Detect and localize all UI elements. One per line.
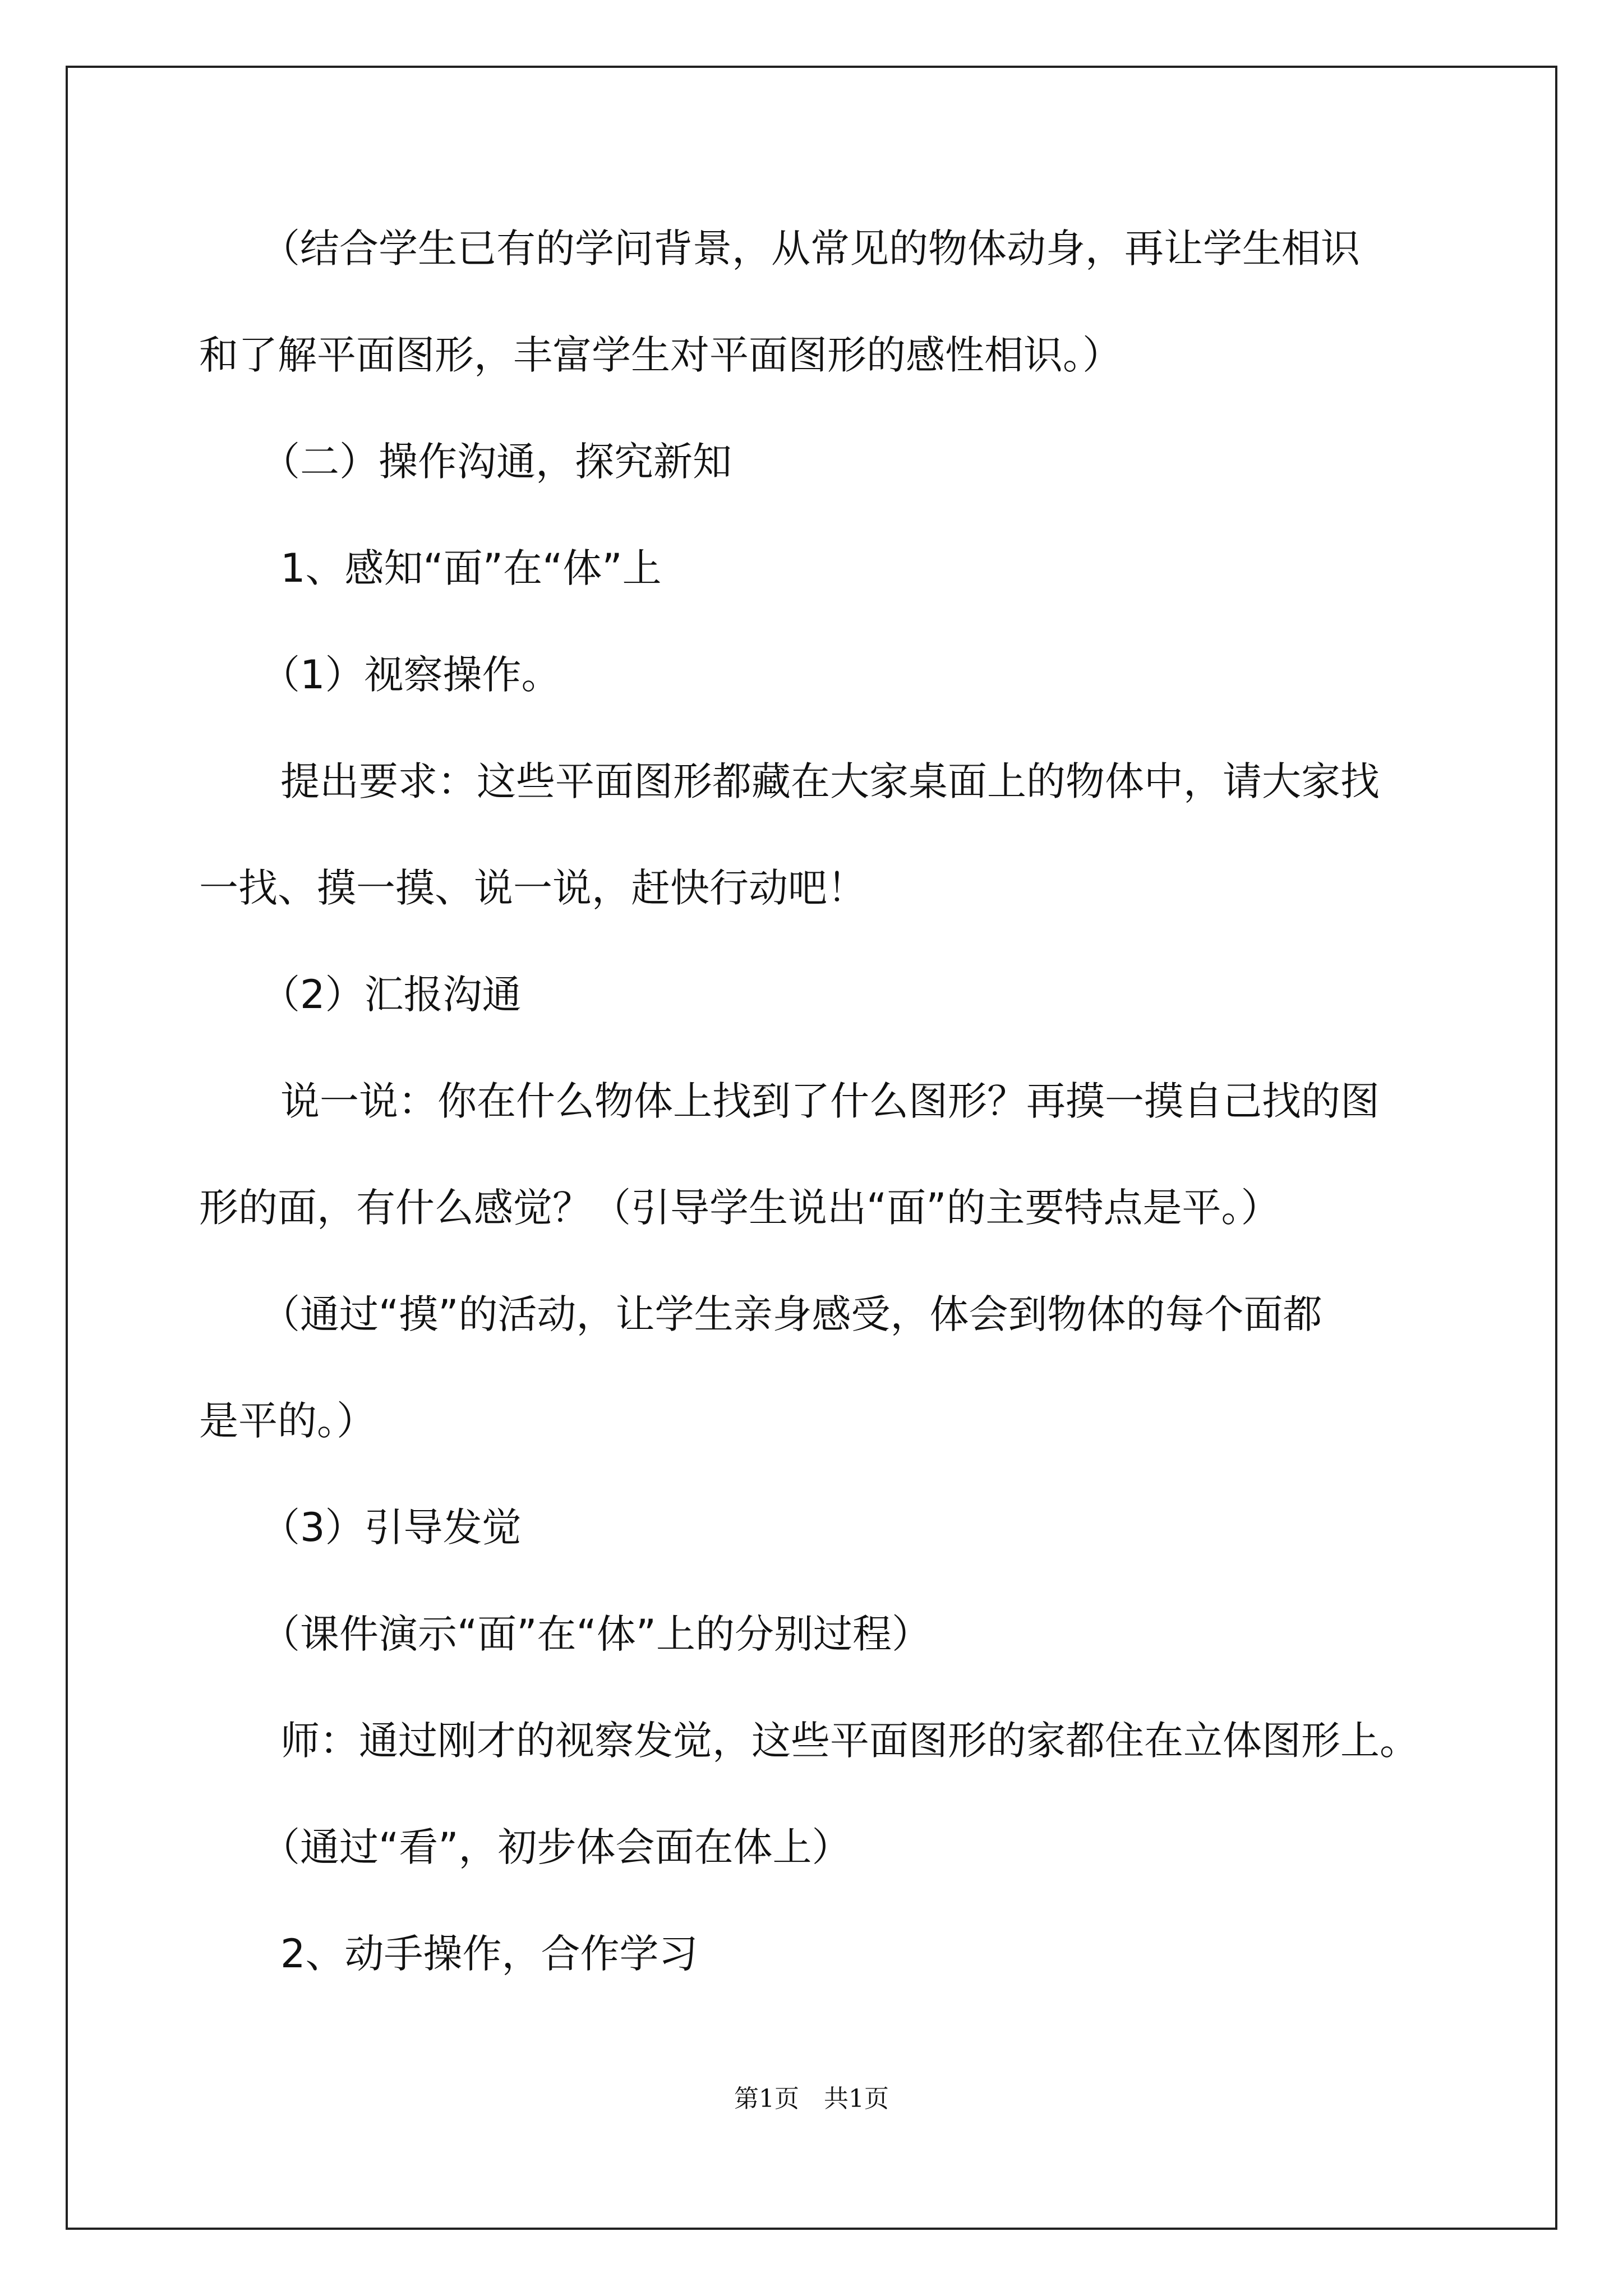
paragraph-7: 一找、摸一摸、说一说，赶快行动吧！ [199,865,866,911]
subsection-heading-1: 1、感知“面”在“体”上 [280,545,662,591]
step-heading-3: （3）引导发觉 [261,1504,522,1550]
page-border [66,66,1557,2230]
paragraph-9: 说一说：你在什么物体上找到了什么图形？再摸一摸自己找的图 [280,1078,1380,1124]
paragraph-15: 师：通过刚才的视察发觉，这些平面图形的家都住在立体图形上。 [280,1718,1419,1764]
page-footer: 第1页 共1页 [734,2085,889,2113]
paragraph-11: （通过“摸”的活动，让学生亲身感受，体会到物体的每个面都 [261,1291,1322,1337]
paragraph-1: （结合学生已有的学问背景，从常见的物体动身，再让学生相识 [261,226,1360,272]
section-heading: （二）操作沟通，探究新知 [261,439,732,485]
paragraph-6: 提出要求：这些平面图形都藏在大家桌面上的物体中，请大家找 [280,758,1380,804]
paragraph-10: 形的面，有什么感觉？（引导学生说出“面”的主要特点是平。） [199,1185,1280,1231]
step-heading-2: （2）汇报沟通 [261,972,522,1018]
paragraph-16: （通过“看”，初步体会面在体上） [261,1824,851,1870]
subsection-heading-2: 2、动手操作，合作学习 [280,1931,698,1977]
step-heading-1: （1）视察操作。 [261,652,561,698]
paragraph-12: 是平的。） [199,1398,376,1444]
paragraph-2: 和了解平面图形，丰富学生对平面图形的感性相识。） [199,332,1122,378]
paragraph-14: （课件演示“面”在“体”上的分别过程） [261,1611,932,1657]
